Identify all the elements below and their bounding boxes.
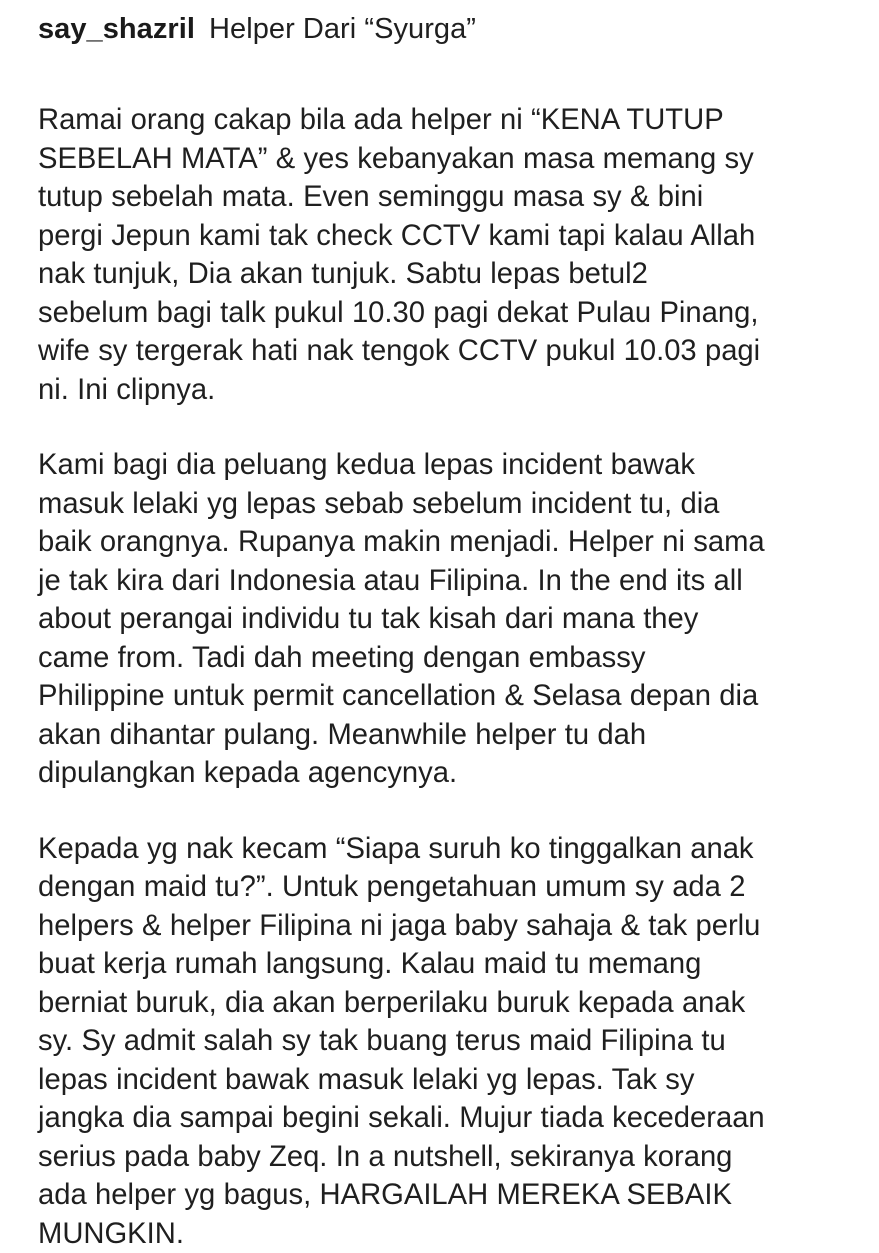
- caption-line: about perangai individu tu tak kisah dari mana they: [38, 600, 837, 639]
- caption-line: tutup sebelah mata. Even seminggu masa sy & bini: [38, 178, 837, 217]
- caption-line: jangka dia sampai begini sekali. Mujur tiada kecederaan: [38, 1099, 837, 1138]
- caption-line: nak tunjuk, Dia akan tunjuk. Sabtu lepas betul2: [38, 255, 837, 294]
- caption-line: akan dihantar pulang. Meanwhile helper tu dah: [38, 716, 837, 755]
- caption-line: Philippine untuk permit cancellation & Selasa depan dia: [38, 677, 837, 716]
- caption-line: helpers & helper Filipina ni jaga baby sahaja & tak perlu: [38, 907, 837, 946]
- caption-line: Kepada yg nak kecam “Siapa suruh ko tinggalkan anak: [38, 830, 837, 869]
- caption-line: baik orangnya. Rupanya makin menjadi. Helper ni sama: [38, 523, 837, 562]
- caption-line: ni. Ini clipnya.: [38, 371, 837, 410]
- caption-line: wife sy tergerak hati nak tengok CCTV pukul 10.03 pagi: [38, 332, 837, 371]
- caption-line: dipulangkan kepada agencynya.: [38, 754, 837, 793]
- username-link[interactable]: say_shazril: [38, 13, 195, 45]
- caption-line: je tak kira dari Indonesia atau Filipina. In the end its all: [38, 562, 837, 601]
- caption-line: sy. Sy admit salah sy tak buang terus maid Filipina tu: [38, 1022, 837, 1061]
- caption-line: masuk lelaki yg lepas sebab sebelum incident tu, dia: [38, 485, 837, 524]
- caption-line: serius pada baby Zeq. In a nutshell, sekiranya korang: [38, 1138, 837, 1177]
- caption-line: SEBELAH MATA” & yes kebanyakan masa memang sy: [38, 140, 837, 179]
- caption-line: buat kerja rumah langsung. Kalau maid tu memang: [38, 945, 837, 984]
- caption-line: MUNGKIN.: [38, 1215, 837, 1253]
- caption-line: pergi Jepun kami tak check CCTV kami tapi kalau Allah: [38, 217, 837, 256]
- caption-paragraph-1: [38, 101, 841, 409]
- caption-line: Ramai orang cakap bila ada helper ni “KENA TUTUP: [38, 101, 837, 140]
- caption-line: sebelum bagi talk pukul 10.30 pagi dekat Pulau Pinang,: [38, 294, 837, 333]
- caption-line: lepas incident bawak masuk lelaki yg lepas. Tak sy: [38, 1061, 837, 1100]
- caption-line: came from. Tadi dah meeting dengan embassy: [38, 639, 837, 678]
- caption-paragraph-3: [38, 830, 841, 1253]
- caption-line: Kami bagi dia peluang kedua lepas incident bawak: [38, 446, 837, 485]
- post-header: [38, 10, 841, 48]
- caption-line: ada helper yg bagus, HARGAILAH MEREKA SEBAIK: [38, 1176, 837, 1215]
- post-title: Helper Dari “Syurga”: [209, 13, 476, 45]
- caption-paragraph-2: [38, 446, 841, 793]
- caption-line: dengan maid tu?”. Untuk pengetahuan umum sy ada 2: [38, 868, 837, 907]
- caption-line: berniat buruk, dia akan berperilaku buruk kepada anak: [38, 984, 837, 1023]
